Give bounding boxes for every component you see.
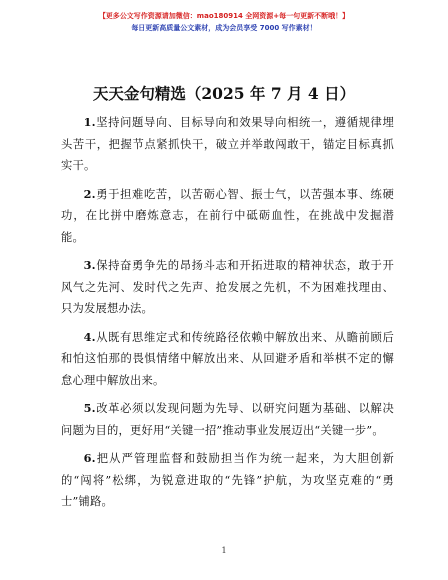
paragraph-number: 1. <box>83 115 96 129</box>
paragraph-3 <box>61 255 394 320</box>
promo-banner <box>0 10 448 34</box>
paragraph-text: 保持奋勇争先的昂扬斗志和开拓进取的精神状态，敢于开风气之先河、发时代之先声、抢发展之先机，不为困难找理由、只为发展想办法。 <box>61 259 394 315</box>
paragraph-text: 把从严管理监督和鼓励担当作为统一起来，为大胆创新的“闯将”松绑，为锐意进取的“先锋”护航，为攻坚克难的“勇士”铺路。 <box>61 452 394 508</box>
paragraph-text: 勇于担难吃苦，以苦砺心智、振士气，以苦强本事、练硬功，在比拼中磨炼意志，在前行中砥砺血性，在挑战中发掘潜能。 <box>61 187 394 244</box>
paragraph-number: 4. <box>83 329 96 344</box>
paragraph-number: 2. <box>83 186 96 201</box>
page-number: 1 <box>221 546 227 555</box>
paragraph-2 <box>61 184 394 249</box>
paragraph-6 <box>61 448 394 513</box>
paragraph-number: 3. <box>83 258 96 272</box>
paragraph-4 <box>61 327 394 392</box>
promo-banner-line-1: 【更多公文写作资源请加微信：mao180914 全网资源+每一句更新不断哦！】 <box>98 12 350 20</box>
paragraph-1 <box>61 112 394 177</box>
paragraph-text: 改革必须以发现问题为先导、以研究问题为基础、以解决问题为目的，更好用“关键一招”推动事业发展迈出“关键一步”。 <box>61 402 394 437</box>
paragraph-number: 5. <box>83 401 96 415</box>
paragraph-5 <box>61 398 394 441</box>
paragraph-text: 坚持问题导向、目标导向和效果导向相统一，遵循规律埋头苦干，把握节点紧抓快干，破立并举敢闯敢干，锚定目标真抓实干。 <box>61 116 394 172</box>
paragraph-text: 从既有思维定式和传统路径依赖中解放出来、从瞻前顾后和怕这怕那的畏惧情绪中解放出来、从回避矛盾和举棋不定的懈怠心理中解放出来。 <box>61 330 394 387</box>
paragraph-number: 6. <box>83 451 96 465</box>
document-title: 天天金句精选（2025 年 7 月 4 日） <box>92 84 356 103</box>
promo-banner-line-2: 每日更新高质量公文素材，成为会员享受 7000 写作素材！ <box>131 24 317 32</box>
document-body <box>61 112 394 520</box>
